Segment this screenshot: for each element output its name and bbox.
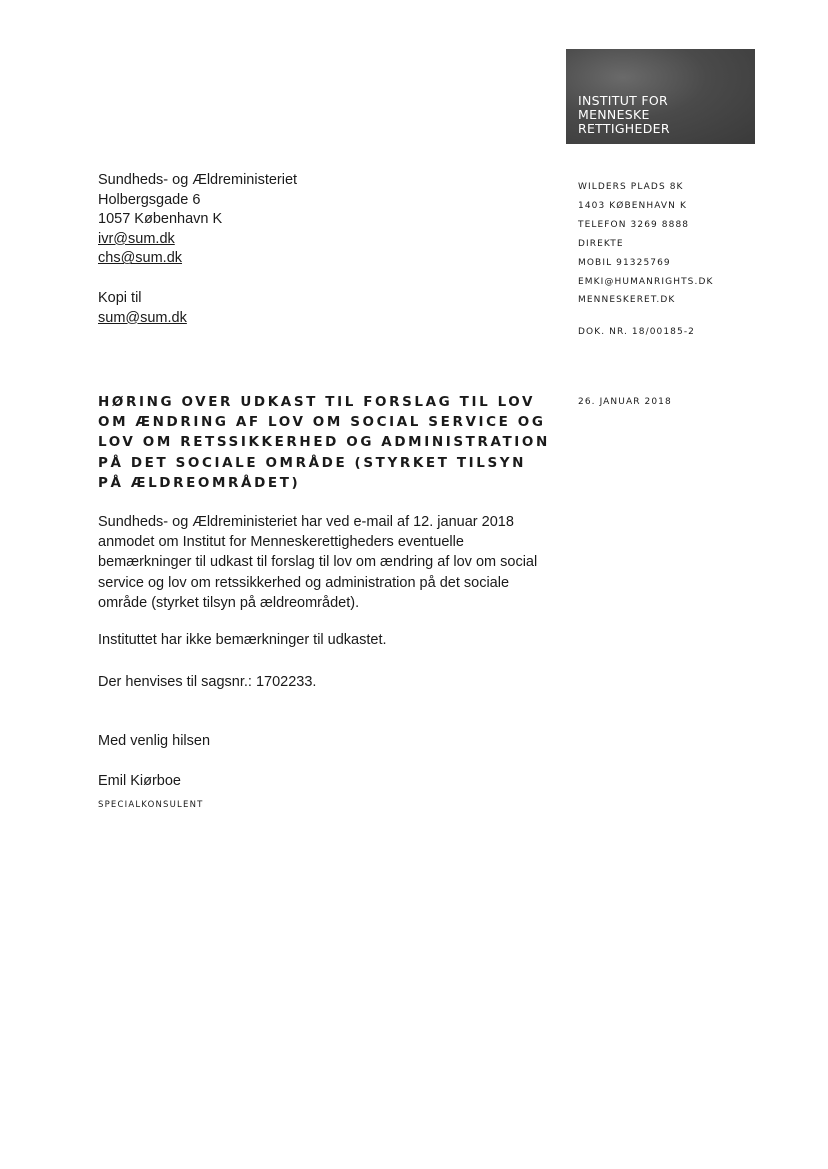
signatory-title: SPECIALKONSULENT	[98, 800, 204, 810]
recipient-address	[98, 171, 297, 269]
sender-website-line: MENNESKERET.DK	[578, 295, 676, 306]
sender-address-line: WILDERS PLADS 8K	[578, 182, 684, 192]
recipient-email-link[interactable]: ivr@sum.dk	[98, 230, 175, 247]
recipient-city: 1057 København K	[98, 211, 223, 228]
logo-line: MENNESKE	[578, 107, 650, 122]
copy-to-block	[98, 289, 187, 328]
document-number: DOK. NR. 18/00185-2	[578, 327, 696, 337]
logo-text	[578, 94, 670, 136]
institute-logo	[566, 49, 755, 144]
body-paragraph: Sundheds- og Ældreministeriet har ved e-mail af 12. januar 2018 anmodet om Institut for Menneskerettigheders eventuelle bemærkninger til udkast til forslag til lov om ændring af lov om social service og lov om retssikkerhed og administration på det sociale område (styrket tilsyn på ældreområdet).	[98, 514, 538, 611]
sender-mobile-line: MOBIL 91325769	[578, 257, 671, 268]
sender-phone-line: TELEFON 3269 8888	[578, 219, 690, 230]
logo-line: INSTITUT FOR	[578, 93, 669, 108]
recipient-email-link[interactable]: chs@sum.dk	[98, 250, 183, 267]
recipient-street: Holbergsgade 6	[98, 191, 201, 208]
letter-subject: HØRING OVER UDKAST TIL FORSLAG TIL LOV OM ÆNDRING AF LOV OM SOCIAL SERVICE OG LOV OM RETSSIKKERHED OG ADMINISTRATION PÅ DET SOCIALE OMRÅDE (STYRKET TILSYN PÅ ÆLDREOMRÅDET)	[98, 394, 550, 491]
body-paragraph: Der henvises til sagsnr.: 1702233.	[98, 674, 317, 690]
sender-direct-line: DIREKTE	[578, 238, 624, 249]
signatory-name: Emil Kiørboe	[98, 773, 181, 789]
copy-label: Kopi til	[98, 290, 142, 306]
letter-body	[98, 512, 553, 613]
body-paragraph: Instituttet har ikke bemærkninger til udkastet.	[98, 632, 387, 648]
sender-email-line: EMKI@HUMANRIGHTS.DK	[578, 276, 714, 287]
closing-greeting: Med venlig hilsen	[98, 733, 211, 749]
copy-email-link[interactable]: sum@sum.dk	[98, 309, 187, 326]
logo-line: RETTIGHEDER	[578, 121, 670, 136]
letter-date: 26. JANUAR 2018	[578, 397, 672, 407]
recipient-name: Sundheds- og Ældreministeriet	[98, 172, 298, 188]
sender-city-line: 1403 KØBENHAVN K	[578, 200, 687, 211]
sender-contact-block	[578, 178, 713, 310]
